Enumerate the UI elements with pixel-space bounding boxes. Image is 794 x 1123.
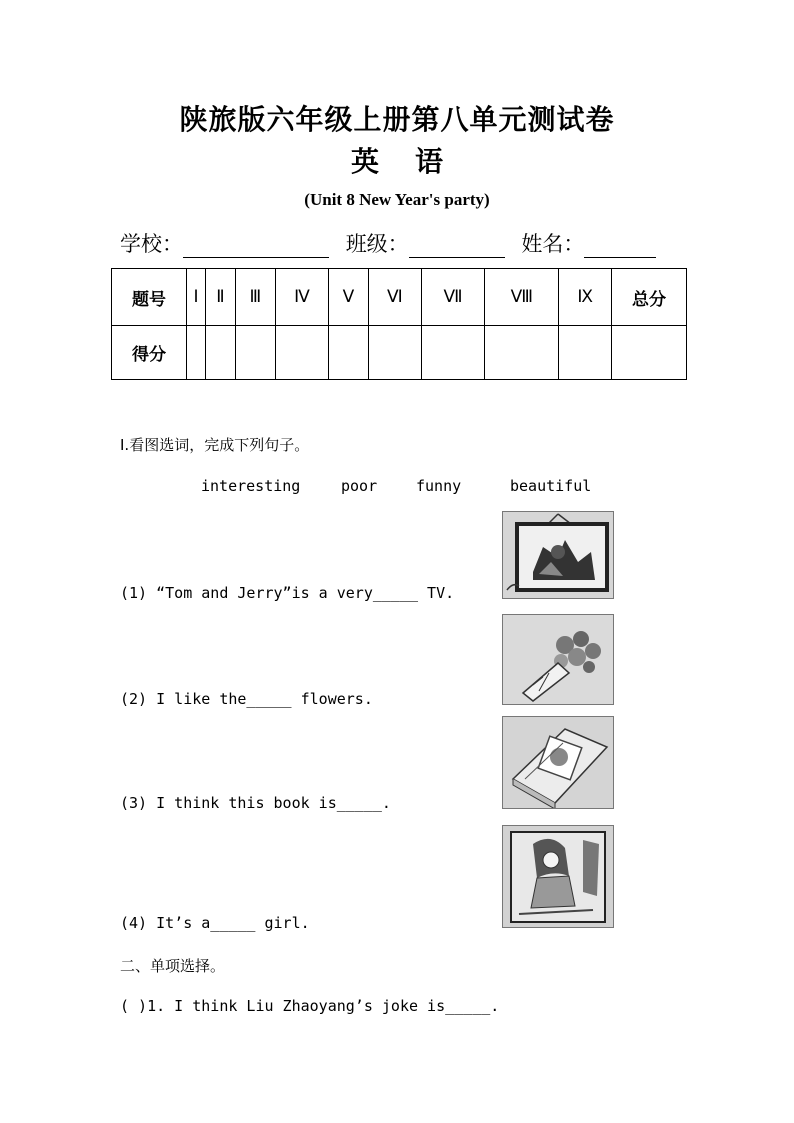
score-cell[interactable] [206,326,236,380]
tv-cartoon-image [502,511,614,599]
word-bank-funny: funny [416,477,462,495]
word-bank-poor: poor [341,477,378,495]
part1-heading: I.看图选词，完成下列句子。 [120,436,310,454]
class-label: 班级： [345,232,409,256]
total-score-header: 总分 [612,269,687,326]
section-2-label: Ⅱ [206,269,236,326]
score-table-score-row [112,326,687,380]
section-6-label: Ⅵ [368,269,421,326]
student-info-line [120,228,666,258]
question-2: (2) I like the_____ flowers. [120,690,373,708]
school-blank[interactable] [183,235,329,258]
class-blank[interactable] [409,235,505,258]
score-cell[interactable] [485,326,559,380]
total-score-cell[interactable] [612,326,687,380]
score-cell[interactable] [328,326,368,380]
book-image [502,716,614,809]
score-cell[interactable] [235,326,275,380]
score-row-header: 得分 [112,326,187,380]
score-table-header-row [112,269,687,326]
section-3-label: Ⅲ [235,269,275,326]
section-4-label: Ⅳ [276,269,329,326]
question-1: (1) “Tom and Jerry”is a very_____ TV. [120,584,455,602]
score-cell[interactable] [421,326,484,380]
section-5-label: Ⅴ [328,269,368,326]
name-label: 姓名： [521,232,585,256]
question-3: (3) I think this book is_____. [120,794,391,812]
section-1-label: Ⅰ [187,269,206,326]
section-9-label: Ⅸ [559,269,612,326]
score-cell[interactable] [276,326,329,380]
score-cell[interactable] [368,326,421,380]
section-7-label: Ⅶ [421,269,484,326]
question-number-header: 题号 [112,269,187,326]
school-label: 学校： [120,232,183,256]
score-cell[interactable] [187,326,206,380]
page-title: 陕旅版六年级上册第八单元测试卷 [179,103,615,136]
unit-subtitle: (Unit 8 New Year's party) [304,190,490,209]
score-cell[interactable] [559,326,612,380]
score-table [111,268,687,380]
word-bank-beautiful: beautiful [510,477,592,495]
part2-heading: 二、单项选择。 [120,957,226,975]
part2-question-1: ( )1. I think Liu Zhaoyang’s joke is_____. [120,997,500,1015]
word-bank-interesting: interesting [201,477,301,495]
flower-bouquet-image [502,614,614,705]
girl-book-image [502,825,614,928]
question-4: (4) It’s a_____ girl. [120,914,310,932]
name-blank[interactable] [584,235,656,258]
section-8-label: Ⅷ [485,269,559,326]
subject-title: 英语 [350,145,479,178]
